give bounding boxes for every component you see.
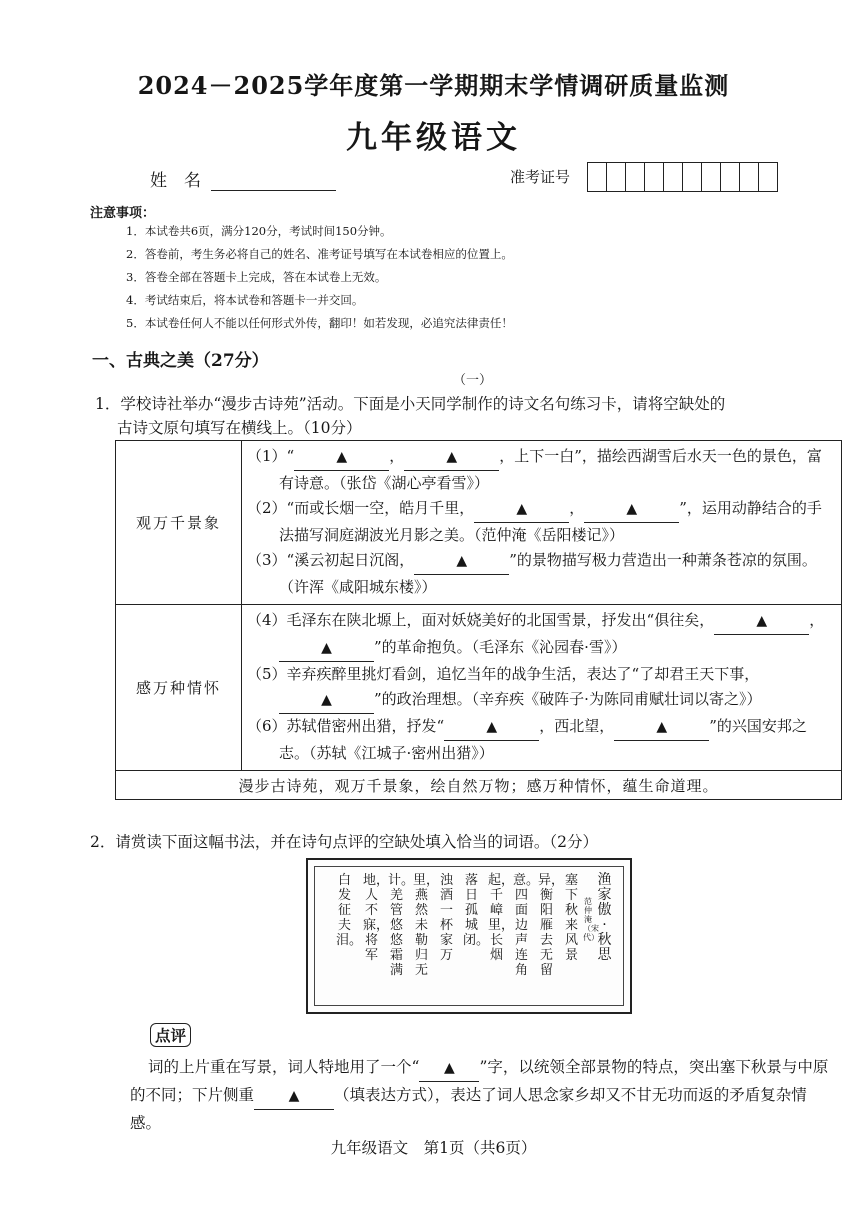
calligraphy-column: 里，燕然未勒归无 [413,873,440,978]
answer-blank[interactable]: ▲ [294,444,389,471]
name-label: 姓 名 [150,171,201,191]
category-label: 感万种情怀 [116,605,242,771]
comment-label: 点评 [150,1023,191,1047]
subsection-title: （一） [453,373,493,388]
calligraphy-column: 塞下秋来风景 [564,873,578,963]
answer-blank[interactable]: ▲ [444,714,539,741]
category-label: 观万千景象 [116,441,242,605]
note-item: 1．本试卷共6页，满分120分，考试时间150分钟。 [126,224,392,238]
page-footer: 九年级语文 第1页（共6页） [330,1139,537,1157]
notes-list [126,220,513,335]
category-items [242,441,842,605]
answer-blank[interactable]: ▲ [419,1054,479,1082]
fill-item-3: （3）“溪云初起日沉阁， ▲ ”的景物描写极力营造出一种萧条苍凉的氛围。（许浑《咸阳城东楼》） [247,548,835,600]
note-item: 3．答卷全部在答题卡上完成，答在本试卷上无效。 [126,270,387,284]
fill-item-1: （1）“ ▲ ， ▲ ，上下一白”，描绘西湖雪后水天一色的景色，富有诗意。（张岱《湖心亭看雪》） [247,444,835,496]
question-2-prompt: 2．请赏读下面这幅书法，并在诗句点评的空缺处填入恰当的词语。（2分） [90,833,598,851]
table-footer: 漫步古诗苑，观万千景象，绘自然万物；感万种情怀，蕴生命道理。 [116,771,842,800]
calligraphy-author: 范仲淹（宋代） [583,897,599,942]
calligraphy-title: 渔家傲·秋思 [597,872,612,963]
name-input-line[interactable] [211,174,336,191]
category-items [242,605,842,771]
note-item: 5．本试卷任何人不能以任何形式外传，翻印！如若发现，必追究法律责任！ [126,316,513,330]
calligraphy-column: 浊酒一杯家万 [439,873,453,963]
answer-blank[interactable]: ▲ [614,714,709,741]
fill-item-6: （6）苏轼借密州出猎，抒发“ ▲ ，西北望， ▲ ”的兴国安邦之志。（苏轼《江城子·密州出猎》） [247,714,835,766]
question-1-line: 1．学校诗社举办“漫步古诗苑”活动。下面是小天同学制作的诗文名句练习卡，请将空缺处的 [95,395,726,413]
answer-blank[interactable]: ▲ [254,1082,334,1110]
calligraphy-column: 白发征夫泪。 [336,873,363,948]
question-1-line: 古诗文原句填写在横线上。（10分） [117,419,362,437]
calligraphy-column: 起，千嶂里，长烟 [488,873,515,963]
calligraphy-column: 地，人不寐，将军 [363,873,390,963]
calligraphy-column: 异，衡阳雁去无留 [538,873,565,978]
section-title: 一、古典之美（27分） [92,351,269,371]
answer-blank[interactable]: ▲ [279,635,374,662]
fill-item-5: （5）辛弃疾醉里挑灯看剑，追忆当年的战争生活，表达了“了却君王天下事，▲ ”的政治理想。（辛弃疾《破阵子·为陈同甫赋壮词以寄之》） [247,662,835,714]
fill-item-2: （2）“而或长烟一空，皓月千里， ▲ ， ▲ ”，运用动静结合的手法描写洞庭湖波光月影之美。（范仲淹《岳阳楼记》） [247,496,835,548]
answer-blank[interactable]: ▲ [474,496,569,523]
fill-item-4: （4）毛泽东在陕北塬上，面对妖娆美好的北国雪景，抒发出“俱往矣， ▲ ，▲ ”的革命抱负。（毛泽东《沁园春·雪》） [247,608,835,662]
answer-blank[interactable]: ▲ [714,608,809,635]
calligraphy-column: 计。羌管悠悠霜满 [388,873,415,978]
answer-blank[interactable]: ▲ [414,548,509,575]
comment-text: 词的上片重在写景，词人特地用了一个“ ▲ ”字，以统领全部景物的特点，突出塞下秋景与中原的不同；下片侧重 ▲ （填表达方式），表达了词人思念家乡却又不甘无功而返的矛盾复杂情感。 [130,1054,832,1136]
id-number-grid[interactable] [587,162,778,192]
answer-blank[interactable]: ▲ [279,687,374,714]
answer-blank[interactable]: ▲ [584,496,679,523]
exam-subtitle: 九年级语文 [346,120,521,156]
note-item: 4．考试结束后，将本试卷和答题卡一并交回。 [126,293,364,307]
poem-practice-table [115,440,842,800]
calligraphy-image [306,858,632,1014]
name-field [150,166,336,191]
note-item: 2．答卷前，考生务必将自己的姓名、准考证号填写在本试卷相应的位置上。 [126,247,513,261]
notes-title: 注意事项： [90,206,156,221]
question-1-prompt [95,392,840,440]
id-label: 准考证号 [510,168,571,186]
answer-blank[interactable]: ▲ [404,444,499,471]
exam-title: 2024－2025学年度第一学期期末学情调研质量监测 [137,71,730,100]
calligraphy-column: 意。四面边声连角 [513,873,540,978]
calligraphy-column: 落日孤城闭。 [463,873,490,948]
